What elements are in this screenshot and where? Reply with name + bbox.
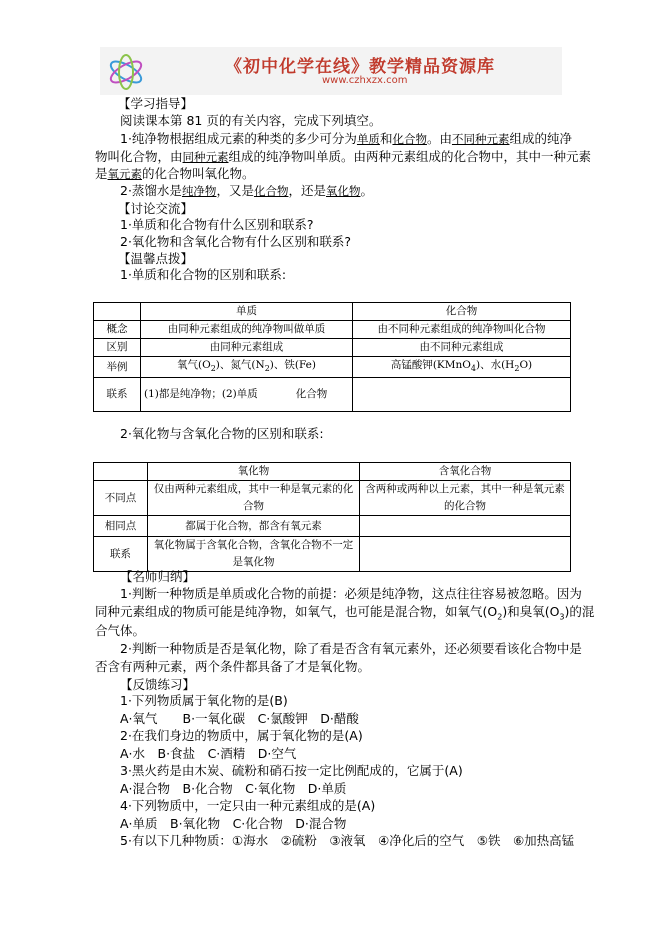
paragraph — [95, 166, 255, 182]
header-banner — [100, 47, 562, 95]
question: 2·氧化物和含氧化合物有什么区别和联系? — [120, 234, 352, 249]
cell: 仅由两种元素组成，其中一种是氧元素的化合物 — [148, 481, 360, 516]
exercise-line: A·氧气 B·一氧化碳 C·氯酸钾 D·醋酸 — [120, 711, 359, 726]
subscript: 4 — [470, 364, 476, 374]
cell — [353, 378, 571, 412]
cell: 由同种元素组成的纯净物叫做单质 — [141, 321, 353, 339]
paragraph: 合气体。 — [95, 623, 146, 638]
exercise-line: 4·下列物质中，一定只由一种元素组成的是(A) — [120, 798, 376, 813]
cell: 不同点 — [94, 481, 148, 516]
subscript: 2 — [497, 612, 503, 622]
text: )、水(H — [475, 359, 515, 371]
header-cell: 氧化物 — [148, 463, 360, 481]
text: 的化合物叫氧化物。 — [142, 166, 255, 181]
paragraph — [95, 604, 594, 626]
question: 1·单质和化合物有什么区别和联系? — [120, 217, 314, 232]
cell: 区别 — [94, 339, 141, 357]
paragraph — [95, 149, 591, 165]
banner-title: 《初中化学在线》教学精品资源库 — [225, 57, 495, 77]
cell: 相同点 — [94, 516, 148, 537]
header-cell: 含氧化合物 — [360, 463, 571, 481]
fill-answer: 纯净物 — [181, 184, 217, 198]
text: 2·蒸馏水是 — [120, 183, 182, 198]
subscript: 3 — [559, 612, 565, 622]
cell: 联系 — [94, 378, 141, 412]
exercise-line: 5·有以下几种物质：①海水 ②硫粉 ③液氧 ④净化后的空气 ⑤铁 ⑥加热高锰 — [120, 833, 575, 848]
text: 化合物 — [295, 388, 328, 401]
header-cell: 化合物 — [353, 303, 571, 321]
exercise-line: A·单质 B·氧化物 C·化合物 D·混合物 — [120, 816, 347, 831]
cell: 都属于化合物，都含有氧元素 — [148, 516, 360, 537]
paragraph: 2·判断一种物质是否是氧化物，除了看是否含有氧元素外，还必须要看该化合物中是 — [120, 641, 582, 656]
fill-answer: 化合物 — [253, 184, 289, 198]
banner-url: www.czhxzx.com — [322, 75, 408, 86]
text: 组成的纯净 — [509, 131, 572, 146]
exercise-line: A·水 B·食盐 C·酒精 D·空气 — [120, 746, 297, 761]
text: 。 — [360, 183, 373, 198]
cell — [94, 463, 148, 481]
cell: 由同种元素组成 — [141, 339, 353, 357]
fill-answer: 单质 — [356, 132, 380, 146]
text: )和臭氧(O — [502, 604, 560, 619]
text: 同种元素组成的物质可能是纯净物，如氧气，也可能是混合物，如氧气(O — [95, 604, 498, 619]
elements-compounds-table — [93, 302, 571, 412]
text: )的混 — [564, 604, 595, 619]
section-heading: 【学习指导】 — [118, 96, 194, 111]
cell: 联系 — [94, 537, 148, 572]
cell — [141, 357, 353, 378]
text: 物叫化合物，由 — [95, 149, 183, 164]
paragraph — [120, 183, 373, 199]
section-heading: 【讨论交流】 — [118, 201, 194, 216]
text: (1)都是纯净物；(2)单质 — [144, 388, 258, 401]
cell — [360, 516, 571, 537]
atom-logo-icon — [106, 53, 146, 91]
text: 。由 — [426, 131, 452, 146]
fill-answer: 氧化物 — [325, 184, 361, 198]
cell: 由不同种元素组成的纯净物叫化合物 — [353, 321, 571, 339]
subscript: 2 — [264, 364, 270, 374]
text: 高锰酸钾(KMnO — [390, 359, 471, 371]
text: 氧气(O — [176, 359, 211, 371]
cell: 举例 — [94, 357, 141, 378]
text: 是 — [95, 166, 108, 181]
cell: 由不同种元素组成 — [353, 339, 571, 357]
paragraph — [120, 131, 572, 147]
text: 1·纯净物根据组成元素的种类的多少可分为 — [120, 131, 357, 146]
oxide-table — [93, 462, 571, 572]
cell: 概念 — [94, 321, 141, 339]
exercise-line: 3·黑火药是由木炭、硫粉和硝石按一定比例配成的，它属于(A) — [120, 763, 463, 778]
paragraph: 1·单质和化合物的区别和联系: — [120, 267, 287, 282]
paragraph: 否含有两种元素，两个条件都具备了才是氧化物。 — [95, 659, 371, 674]
text: O) — [519, 359, 533, 371]
paragraph: 1·判断一种物质是单质或化合物的前提：必须是纯净物，这点往往容易被忽略。因为 — [120, 586, 582, 601]
text: )、氮气(N — [215, 359, 265, 371]
cell — [141, 378, 353, 412]
fill-answer: 化合物 — [392, 132, 427, 146]
text: ，又是 — [216, 183, 254, 198]
cell: 含两种或两种以上元素，其中一种是氧元素的化合物 — [360, 481, 571, 516]
fill-answer: 氧元素 — [107, 167, 143, 181]
text: 组成的纯净物叫单质。由两种元素组成的化合物中，其中一种元素 — [228, 149, 592, 164]
subscript: 2 — [514, 364, 520, 374]
exercise-line: 1·下列物质属于氧化物的是(B) — [120, 693, 288, 708]
cell — [360, 537, 571, 572]
paragraph: 阅读课本第 81 页的有关内容，完成下列填空。 — [120, 113, 382, 128]
paragraph: 2·氧化物与含氧化合物的区别和联系: — [120, 426, 324, 441]
subscript: 2 — [210, 364, 216, 374]
header-cell: 单质 — [141, 303, 353, 321]
cell: 氧化物属于含氧化合物，含氧化合物不一定是氧化物 — [148, 537, 360, 572]
fill-answer: 同种元素 — [182, 150, 229, 164]
text: 和 — [379, 131, 393, 146]
section-heading: 【温馨点拨】 — [118, 251, 194, 266]
text: )、铁(Fe) — [269, 359, 316, 371]
section-heading: 【名师归纳】 — [120, 569, 196, 584]
exercise-line: A·混合物 B·化合物 C·氧化物 D·单质 — [120, 781, 347, 796]
cell — [94, 303, 141, 321]
text: ，还是 — [288, 183, 326, 198]
cell — [353, 357, 571, 378]
fill-answer: 不同种元素 — [451, 132, 510, 146]
exercise-line: 2·在我们身边的物质中，属于氧化物的是(A) — [120, 728, 363, 743]
section-heading: 【反馈练习】 — [120, 677, 196, 692]
